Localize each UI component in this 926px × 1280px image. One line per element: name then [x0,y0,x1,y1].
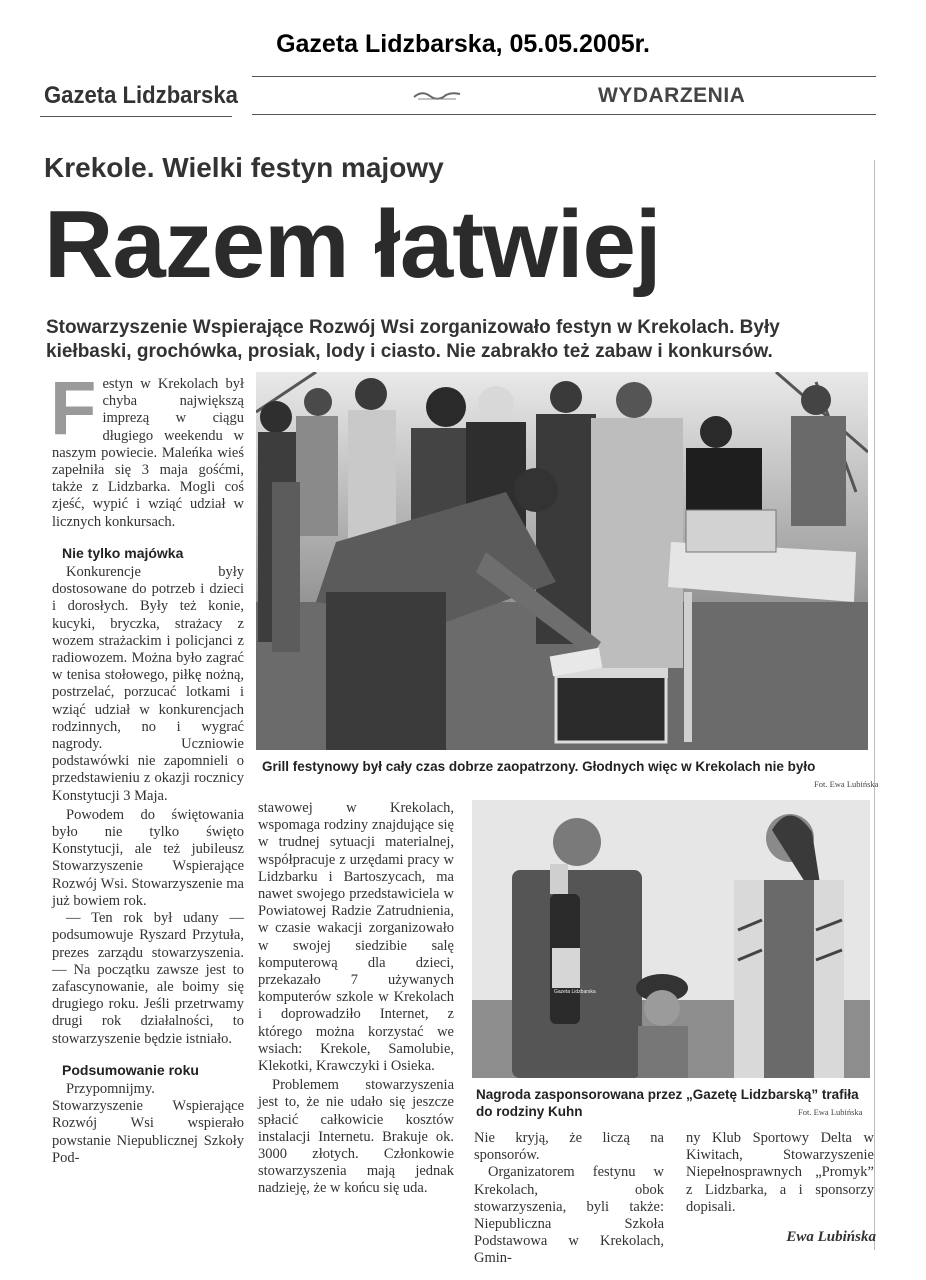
byline: Ewa Lubińska [786,1229,876,1245]
grill-photo-image [256,372,868,750]
photo-1-caption: Grill festynowy był cały czas dobrze zaopatrzony. Głodnych więc w Krekolach nie było [262,759,816,774]
paragraph: ny Klub Sportowy Delta w Kiwitach, Stowarzyszenie Niepełnosprawnych „Promyk” z Lidzbarka, a i sponsorzy dopisali. [686,1130,874,1215]
intro-text: estyn w Krekolach był chyba największą imprezą w ciągu długiego weekendu w naszym powiecie. Maleńka wieś zapełniła się 3 maja gośćmi, także z Lidzbarka. Mogli coś zjeść, wypić i wziąć udział w licznych konkursach. [52,376,244,530]
kuhn-family-photo-image [472,800,870,1078]
bottle-label: Gazeta Lidzbarska [554,989,596,995]
headline: Razem łatwiej [44,191,661,298]
scan-title: Gazeta Lidzbarska, 05.05.2005r. [276,30,650,58]
article-column-2 [258,800,454,1198]
section-label: WYDARZENIA [598,84,746,107]
subhead-nie-tylko-majowka: Nie tylko majówka [62,544,184,561]
article-column-1 [50,366,244,1167]
grill-photo [256,372,868,750]
kuhn-family-photo [472,800,870,1078]
article-column-3 [474,1130,664,1268]
masthead: Gazeta Lidzbarska [44,82,238,109]
paragraph: Organizatorem festynu w Krekolach, obok stowarzyszenia, byli także: Niepubliczna Szkoła Podstawowa w Krekolach, Gmin- [474,1164,664,1267]
top-rule [252,76,876,77]
lead-paragraph: Stowarzyszenie Wspierające Rozwój Wsi zorganizowało festyn w Krekolach. Były kiełbaski, grochówka, prosiak, lody i ciasto. Nie zabrakło też zabaw i konkursów. [46,317,780,362]
paragraph: stawowej w Krekolach, wspomaga rodziny znajdujące się w trudnej sytuacji materialnej, współpracuje z urzędami pracy w Lidzbarku i Bartoszycach, ma nawet swojego przedstawiciela w Powiatowej Radzie Zatrudnienia, w czasie wakacji zorganizowało w swojej siedzibie salę komputerową dla dzieci, przekazało 7 używanych komputerów szkole w Krekolach i doprowadziło Internet, z którego można korzystać we wsiach: Krekole, Samolubie, Klekotki, Krawczyki i Osieka. [258,800,454,1075]
paragraph: — Ten rok był udany — podsumowuje Ryszard Przytuła, prezes zarządu stowarzyszenia. — Na początku zawsze jest to zafascynowanie, ale boimy się drugiego roku. Jeśli przetrwamy drugi rok działalności, to stowarzyszenie będzie istniało. [52,910,244,1047]
photo-2-caption: Nagroda zasponsorowana przez „Gazetę Lidzbarską” trafiła do rodziny Kuhn [476,1087,859,1119]
masthead-ornament-icon [412,88,462,102]
drop-cap: F [50,366,97,451]
paragraph: Problemem stowarzyszenia jest to, że nie udało się jeszcze spłacić całkowicie kosztów instalacji Internetu. Brakuje ok. 3000 złotych. Członkowie stowarzyszenia mają jednak nadzieję, że w końcu się uda. [258,1077,454,1197]
subhead-podsumowanie-roku: Podsumowanie roku [62,1061,199,1078]
masthead-rule [40,116,232,117]
photo-1-credit: Fot. Ewa Lubińska [814,779,879,789]
photo-2-credit: Fot. Ewa Lubińska [798,1107,863,1117]
article-column-4 [686,1130,874,1216]
paragraph: Konkurencje były dostosowane do potrzeb i dzieci i dorosłych. Były też konie, kucyki, bryczka, strażacy z wozem strażackim i policjanci z radiowozem. Można było zagrać w tenisa stołowego, piłkę nożną, postrzelać, porzucać lotkami i wziąć udział w konkurencjach rodzinnych, no i wygrać nagrody. Uczniowie podstawówki nie zapomnieli o przedstawieniu z okazji rocznicy Konstytucji 3 Maja. [52,564,244,804]
paragraph: Przypomnijmy. Stowarzyszenie Wspierające Rozwój Wsi wspierało powstanie Niepublicznej Szkoły Pod- [52,1080,244,1166]
paragraph: Nie kryją, że liczą na sponsorów. [474,1130,664,1164]
section-rule [252,114,876,115]
kicker: Krekole. Wielki festyn majowy [44,152,444,183]
intro-paragraph [50,366,244,531]
paragraph: Powodem do świętowania było nie tylko święto Konstytucji, ale też jubileusz Stowarzyszenie Wspierające Rozwój Wsi. Stowarzyszenie ma już bowiem rok. [52,806,244,909]
